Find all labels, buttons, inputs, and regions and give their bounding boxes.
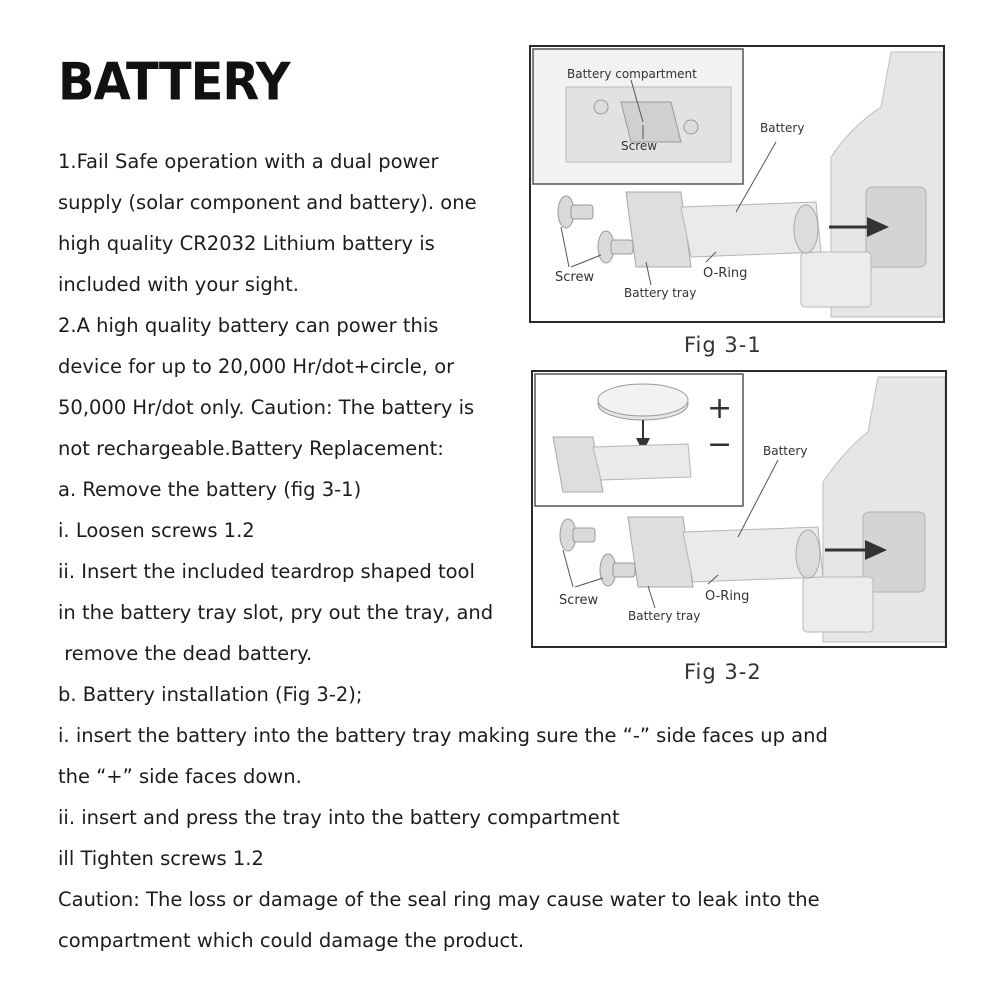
body-line: i. insert the battery into the battery tray making sure the “-” side faces up and: [58, 724, 828, 747]
label-o-ring: O-Ring: [703, 266, 748, 281]
body-line: supply (solar component and battery). one: [58, 191, 477, 214]
figure-3-2-caption: Fig 3-2: [684, 660, 762, 684]
figure-3-1: [529, 45, 945, 323]
body-line: included with your sight.: [58, 273, 299, 296]
label-screw: Screw: [555, 270, 595, 285]
body-line: ii. insert and press the tray into the battery compartment: [58, 806, 620, 829]
body-line: a. Remove the battery (fig 3-1): [58, 478, 362, 501]
body-line: 2.A high quality battery can power this: [58, 314, 439, 337]
label-battery-compartment: Battery compartment: [567, 67, 697, 81]
body-line: compartment which could damage the product.: [58, 929, 525, 952]
body-line: ill Tighten screws 1.2: [58, 847, 264, 870]
body-line: high quality CR2032 Lithium battery is: [58, 232, 435, 255]
label-minus: −: [707, 427, 733, 462]
figure-3-1-illustration: [531, 47, 943, 321]
body-line: the “+” side faces down.: [58, 765, 302, 788]
body-line: i. Loosen screws 1.2: [58, 519, 255, 542]
label-battery: Battery: [763, 444, 808, 458]
body-line: Caution: The loss or damage of the seal ring may cause water to leak into the: [58, 888, 820, 911]
label-o-ring: O-Ring: [705, 589, 750, 604]
figure-3-2: [531, 370, 947, 648]
body-line: b. Battery installation (Fig 3-2);: [58, 683, 363, 706]
body-line: 1.Fail Safe operation with a dual power: [58, 150, 439, 173]
figure-3-2-illustration: [533, 372, 945, 646]
label-battery: Battery: [760, 121, 805, 135]
label-battery-tray: Battery tray: [624, 286, 697, 300]
label-screw: Screw: [559, 593, 599, 608]
body-line: in the battery tray slot, pry out the tray, and: [58, 601, 494, 624]
body-line: 50,000 Hr/dot only. Caution: The battery is: [58, 396, 475, 419]
body-line: remove the dead battery.: [58, 642, 313, 665]
body-line: device for up to 20,000 Hr/dot+circle, or: [58, 355, 455, 378]
body-line: ii. Insert the included teardrop shaped tool: [58, 560, 475, 583]
label-plus: +: [707, 391, 733, 426]
figure-3-1-caption: Fig 3-1: [684, 333, 762, 357]
label-screw-top: Screw: [621, 139, 658, 153]
page-title: BATTERY: [58, 52, 290, 113]
body-line: not rechargeable.Battery Replacement:: [58, 437, 444, 460]
label-battery-tray: Battery tray: [628, 609, 701, 623]
